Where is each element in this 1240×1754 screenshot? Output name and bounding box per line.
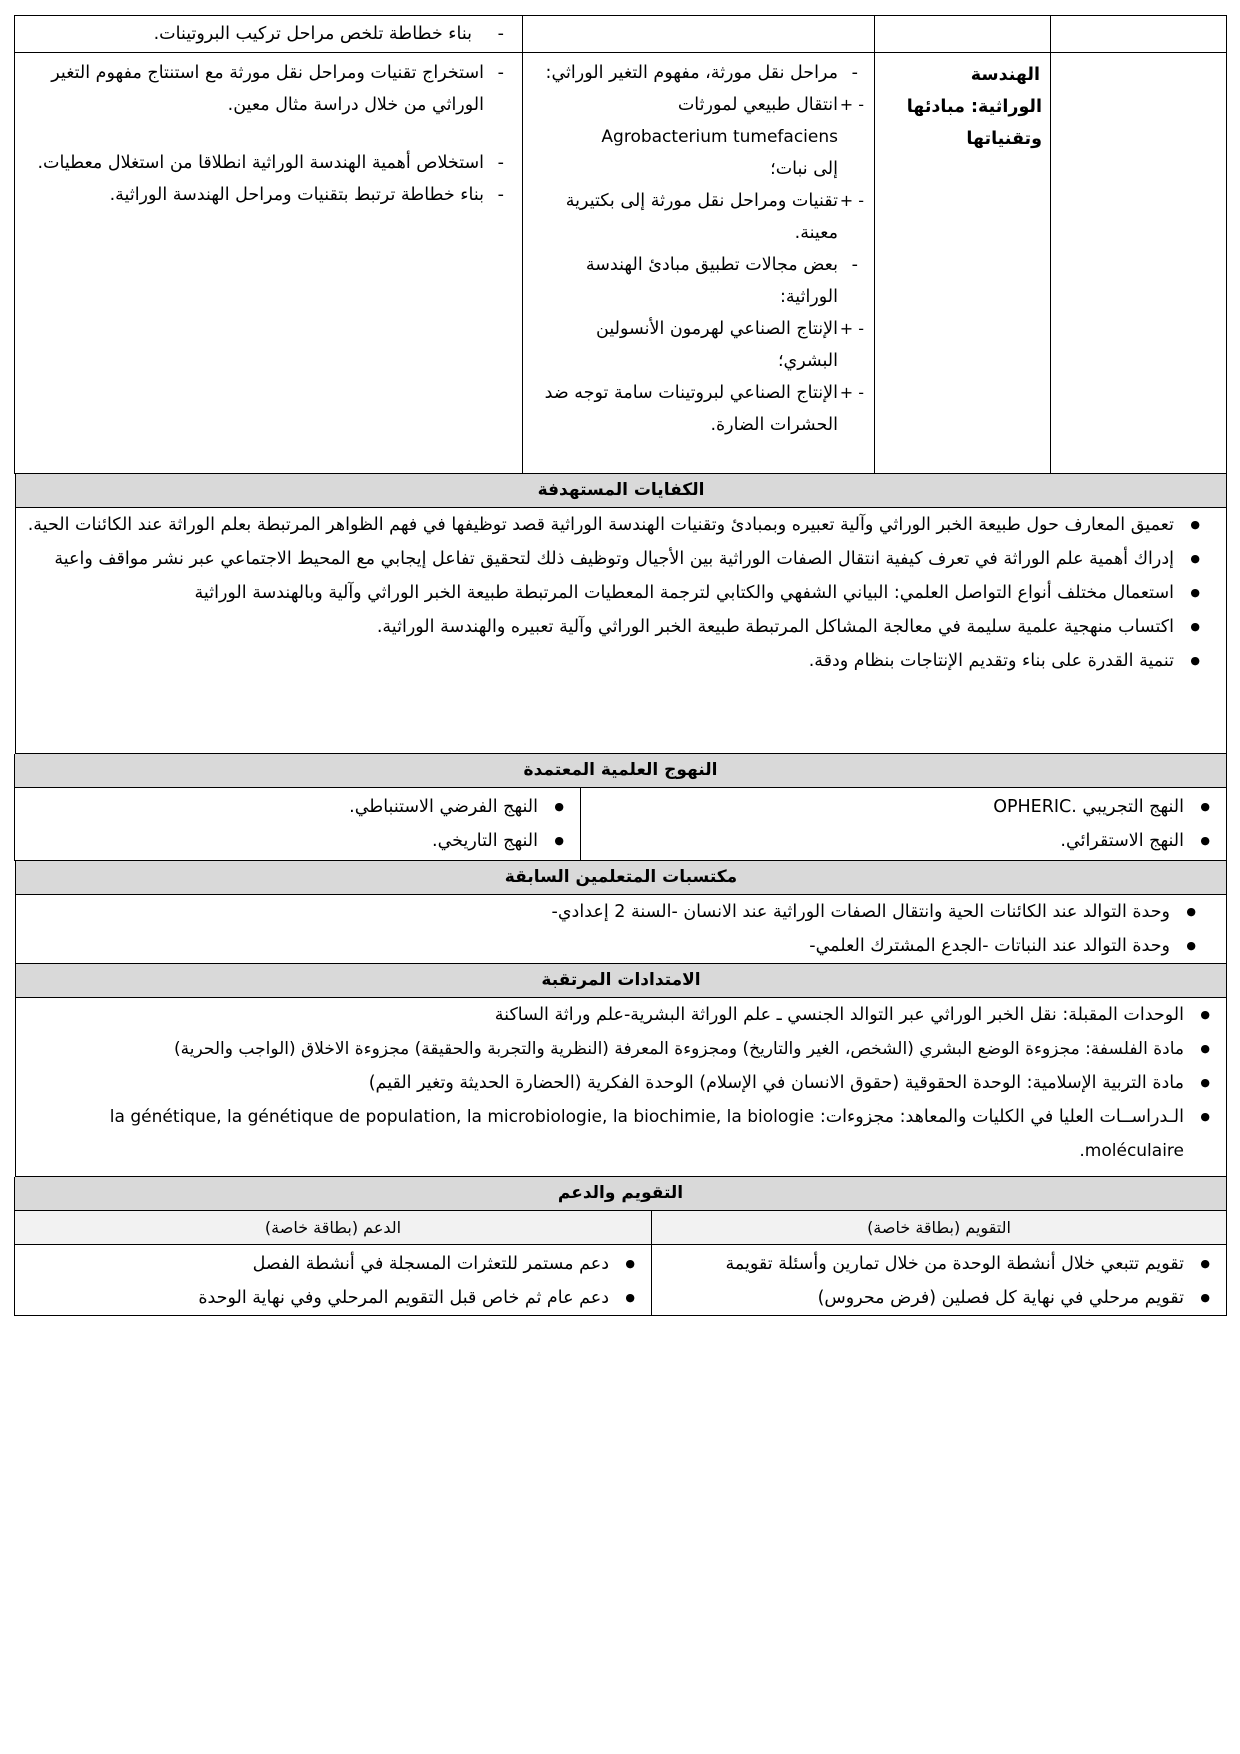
scientific-approaches-section — [14, 754, 1227, 861]
list-item: ● مادة الفلسفة: مجزوءة الوضع البشري (الشخص، الغير والتاريخ) ومجزوءة المعرفة (النظرية والتجربة والحقيقة) مجزوءة الاخلاق (الواجب والحرية) — [26, 1032, 1226, 1066]
lesson-plan-page — [15, 15, 1227, 1316]
list-item: ● تنمية القدرة على بناء وتقديم الإنتاجات بنظام ودقة. — [26, 644, 1216, 678]
list-item: ● إدراك أهمية علم الوراثة في تعرف كيفية انتقال الصفات الوراثية بين الأجيال وتوظيف ذلك لتحقيق تفاعل إيجابي مع المحيط الاجتماعي عبر نشر مواقف واعية — [26, 542, 1216, 576]
evaluation-support-section — [14, 1177, 1227, 1316]
list-item: ● الوحدات المقبلة: نقل الخبر الوراثي عبر التوالد الجنسي ـ علم الوراثة البشرية-علم وراثة الساكنة — [26, 998, 1226, 1032]
content-subitem: - + تقنيات ومراحل نقل مورثة إلى بكتيرية معينة. — [533, 185, 866, 249]
list-item: ● تقويم مرحلي في نهاية كل فصلين (فرض محروس) — [652, 1281, 1226, 1315]
section-title: الكفايات المستهدفة — [16, 474, 1227, 508]
list-item: ● النهج التجريبي OPHERIC. — [581, 790, 1226, 824]
list-item: ● تعميق المعارف حول طبيعة الخبر الوراثي وآلية تعبيره وبمبادئ وتقنيات الهندسة الوراثية قصد توظيفها في فهم الظواهر المرتبطة بعلم الوراثة عند الكائنات الحية. — [26, 508, 1216, 542]
unit-content-table — [14, 15, 1227, 474]
list-item: ● دعم عام ثم خاص قبل التقويم المرحلي وفي نهاية الوحدة — [15, 1281, 651, 1315]
list-item: ● الـدراســات العليا في الكليات والمعاهد: مجزوءات: la génétique, la génétique de population, la microbiologie, la biochimie, la biologie moléculaire. — [26, 1100, 1226, 1168]
section-title: الامتدادات المرتقبة — [16, 964, 1227, 998]
section-title: التقويم والدعم — [15, 1177, 1227, 1211]
content-subitem: - + الإنتاج الصناعي لهرمون الأنسولين البشري؛ — [533, 313, 866, 377]
unit-title: الهندسة الوراثية: مبادئها وتقنياتها — [875, 53, 1051, 474]
section-title: مكتسبات المتعلمين السابقة — [16, 861, 1227, 895]
expected-extensions-section — [15, 964, 1227, 1177]
unit-competencies — [15, 53, 523, 474]
list-item: ● النهج التاريخي. — [15, 824, 580, 858]
list-item: ● تقويم تتبعي خلال أنشطة الوحدة من خلال تمارين وأسئلة تقويمة — [652, 1247, 1226, 1281]
list-item: ● النهج الاستقرائي. — [581, 824, 1226, 858]
list-item: ● مادة التربية الإسلامية: الوحدة الحقوقية (حقوق الانسان في الإسلام) الوحدة الفكرية (الحضارة الحديثة وتغير القيم) — [26, 1066, 1226, 1100]
list-item: ● وحدة التوالد عند الكائنات الحية وانتقال الصفات الوراثية عند الانسان -السنة 2 إعدادي- — [16, 895, 1212, 929]
section-title: النهوج العلمية المعتمدة — [15, 754, 1227, 788]
support-header: الدعم (بطاقة خاصة) — [15, 1211, 652, 1245]
list-item: ● اكتساب منهجية علمية سليمة في معالجة المشاكل المرتبطة طبيعة الخبر الوراثي وآلية تعبيره والهندسة الوراثية. — [26, 610, 1216, 644]
list-item: ● استعمال مختلف أنواع التواصل العلمي: البياني الشفهي والكتابي لترجمة المعطيات المرتبطة طبيعة الخبر الوراثي وآلية وبالهندسة الوراثية — [26, 576, 1216, 610]
table-row — [15, 53, 1227, 474]
content-item: - مراحل نقل مورثة، مفهوم التغير الوراثي: — [533, 57, 866, 89]
competencies-list — [26, 508, 1216, 678]
list-item: ● النهج الفرضي الاستنباطي. — [15, 790, 580, 824]
evaluation-header: التقويم (بطاقة خاصة) — [652, 1211, 1227, 1245]
content-subitem: - + الإنتاج الصناعي لبروتينات سامة توجه ضد الحشرات الضارة. — [533, 377, 866, 441]
content-item: - بعض مجالات تطبيق مبادئ الهندسة الوراثية: — [533, 249, 866, 313]
list-item: ● وحدة التوالد عند النباتات -الجدع المشترك العلمي- — [16, 929, 1212, 963]
list-item: ● دعم مستمر للتعثرات المسجلة في أنشطة الفصل — [15, 1247, 651, 1281]
competency-item: - بناء خطاطة تلخص مراحل تركيب البروتينات. — [25, 18, 512, 50]
content-subitem: - + انتقال طبيعي لمورثات Agrobacterium tumefaciens إلى نبات؛ — [533, 89, 866, 185]
table-row — [15, 16, 1227, 53]
unit-content — [523, 53, 875, 474]
prior-knowledge-section — [15, 861, 1227, 964]
targeted-competencies-section — [15, 474, 1227, 754]
competency-item: - استخراج تقنيات ومراحل نقل مورثة مع استنتاج مفهوم التغير الوراثي من خلال دراسة مثال معين. — [29, 57, 512, 121]
competency-item: - استخلاص أهمية الهندسة الوراثية انطلاقا من استغلال معطيات. — [29, 147, 512, 179]
competency-item: - بناء خطاطة ترتبط بتقنيات ومراحل الهندسة الوراثية. — [29, 179, 512, 211]
